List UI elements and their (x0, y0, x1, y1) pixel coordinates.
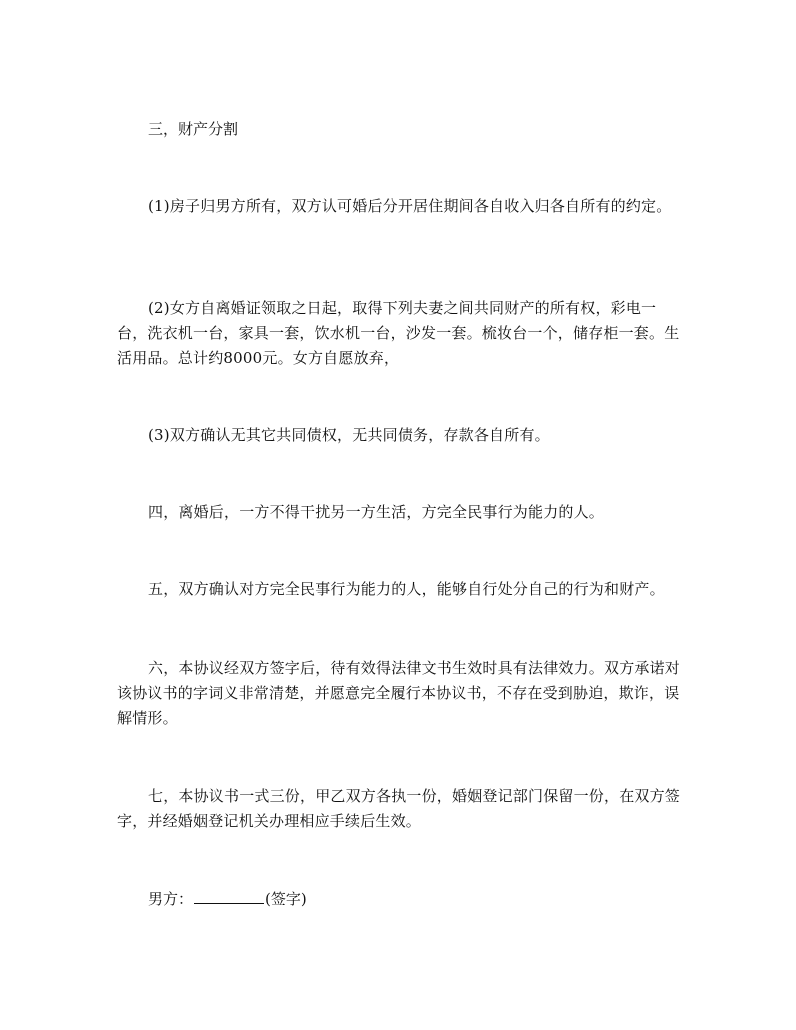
signature-suffix: (签字) (265, 890, 307, 908)
clause-3-3-debts: (3)双方确认无其它共同债权，无共同债务，存款各自所有。 (148, 426, 550, 444)
clause-3-2-joint-property: (2)女方自离婚证领取之日起，取得下列夫妻之间共同财产的所有权，彩电一台，洗衣机一台，家具一套，饮水机一台，沙发一套。梳妆台一个，储存柜一套。生活用品。总计约8000元。女方自愿放弃， (117, 299, 680, 367)
signature-blank-field[interactable] (194, 886, 264, 904)
male-signature-line (148, 886, 307, 912)
section-5-capacity: 五，双方确认对方完全民事行为能力的人，能够自行处分自己的行为和财产。 (148, 580, 665, 598)
section-3-heading: 三，财产分割 (148, 120, 239, 138)
section-6-effectiveness: 六，本协议经双方签字后，待有效得法律文书生效时具有法律效力。双方承诺对该协议书的字词义非常清楚，并愿意完全履行本协议书，不存在受到胁迫，欺诈，误解情形。 (117, 659, 681, 727)
section-7-copies: 七，本协议书一式三份，甲乙双方各执一份，婚姻登记部门保留一份，在双方签字，并经婚姻登记机关办理相应手续后生效。 (117, 787, 681, 830)
section-4-no-interference: 四，离婚后，一方不得干扰另一方生活，方完全民事行为能力的人。 (148, 503, 605, 521)
clause-3-1-house: (1)房子归男方所有，双方认可婚后分开居住期间各自收入归各自所有的约定。 (148, 197, 672, 215)
signature-label: 男方： (148, 890, 194, 908)
